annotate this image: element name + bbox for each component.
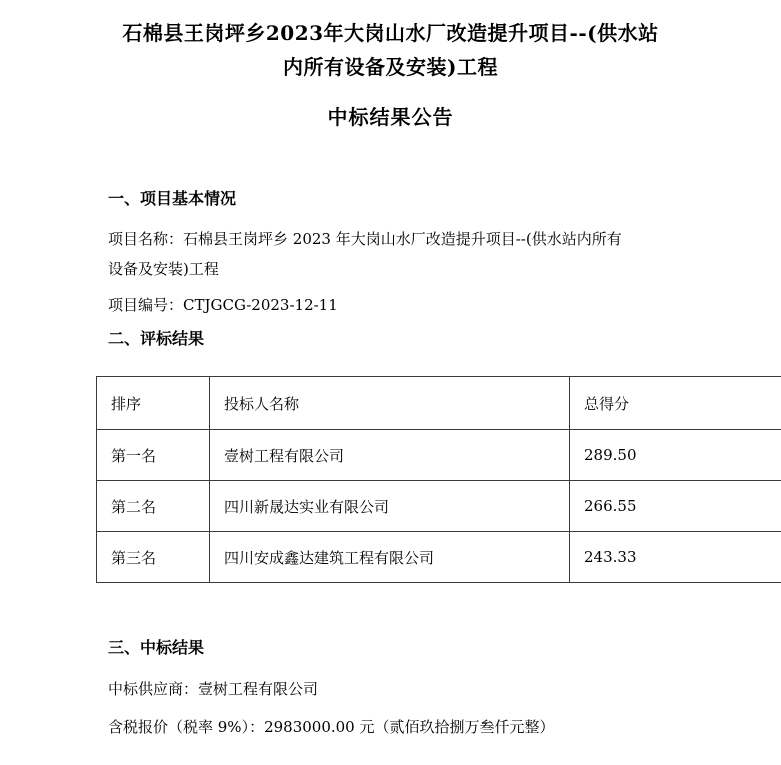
cell-rank: 第二名 — [97, 481, 210, 532]
project-name-line-1: 项目名称：石棉县王岗坪乡 2023 年大岗山水厂改造提升项目--(供水站内所有 — [108, 230, 622, 248]
cell-total-score: 289.50 — [570, 430, 781, 481]
table-row — [97, 430, 781, 481]
cell-rank: 第一名 — [97, 430, 210, 481]
document-subtitle: 中标结果公告 — [327, 105, 454, 129]
section-heading-evaluation: 二、评标结果 — [108, 329, 205, 348]
table-header-rank: 排序 — [97, 377, 210, 430]
document-title — [72, 16, 709, 84]
table-header-bidder-name: 投标人名称 — [210, 377, 570, 430]
table-header-total-score: 总得分 — [570, 377, 781, 430]
award-supplier: 中标供应商：壹树工程有限公司 — [108, 680, 319, 698]
document-title-line-1: 石棉县王岗坪乡2023年大岗山水厂改造提升项目--(供水站 — [122, 21, 659, 45]
cell-bidder-name: 四川新晟达实业有限公司 — [210, 481, 570, 532]
cell-bidder-name: 壹树工程有限公司 — [210, 430, 570, 481]
table-row — [97, 532, 781, 583]
section-heading-basic-info: 一、项目基本情况 — [108, 189, 237, 208]
document-title-line-2: 内所有设备及安装)工程 — [283, 55, 498, 79]
project-name-line-2: 设备及安装)工程 — [108, 260, 219, 278]
evaluation-result-table — [96, 376, 781, 583]
table-row — [97, 481, 781, 532]
cell-rank: 第三名 — [97, 532, 210, 583]
project-number: 项目编号：CTJGCG-2023-12-11 — [108, 296, 338, 314]
award-price: 含税报价（税率 9%）：2983000.00 元（贰佰玖拾捌万叁仟元整） — [108, 718, 555, 736]
cell-total-score: 266.55 — [570, 481, 781, 532]
table-header-row — [97, 377, 781, 430]
section-heading-award: 三、中标结果 — [108, 638, 205, 657]
cell-total-score: 243.33 — [570, 532, 781, 583]
project-name-paragraph — [108, 224, 733, 284]
cell-bidder-name: 四川安成鑫达建筑工程有限公司 — [210, 532, 570, 583]
